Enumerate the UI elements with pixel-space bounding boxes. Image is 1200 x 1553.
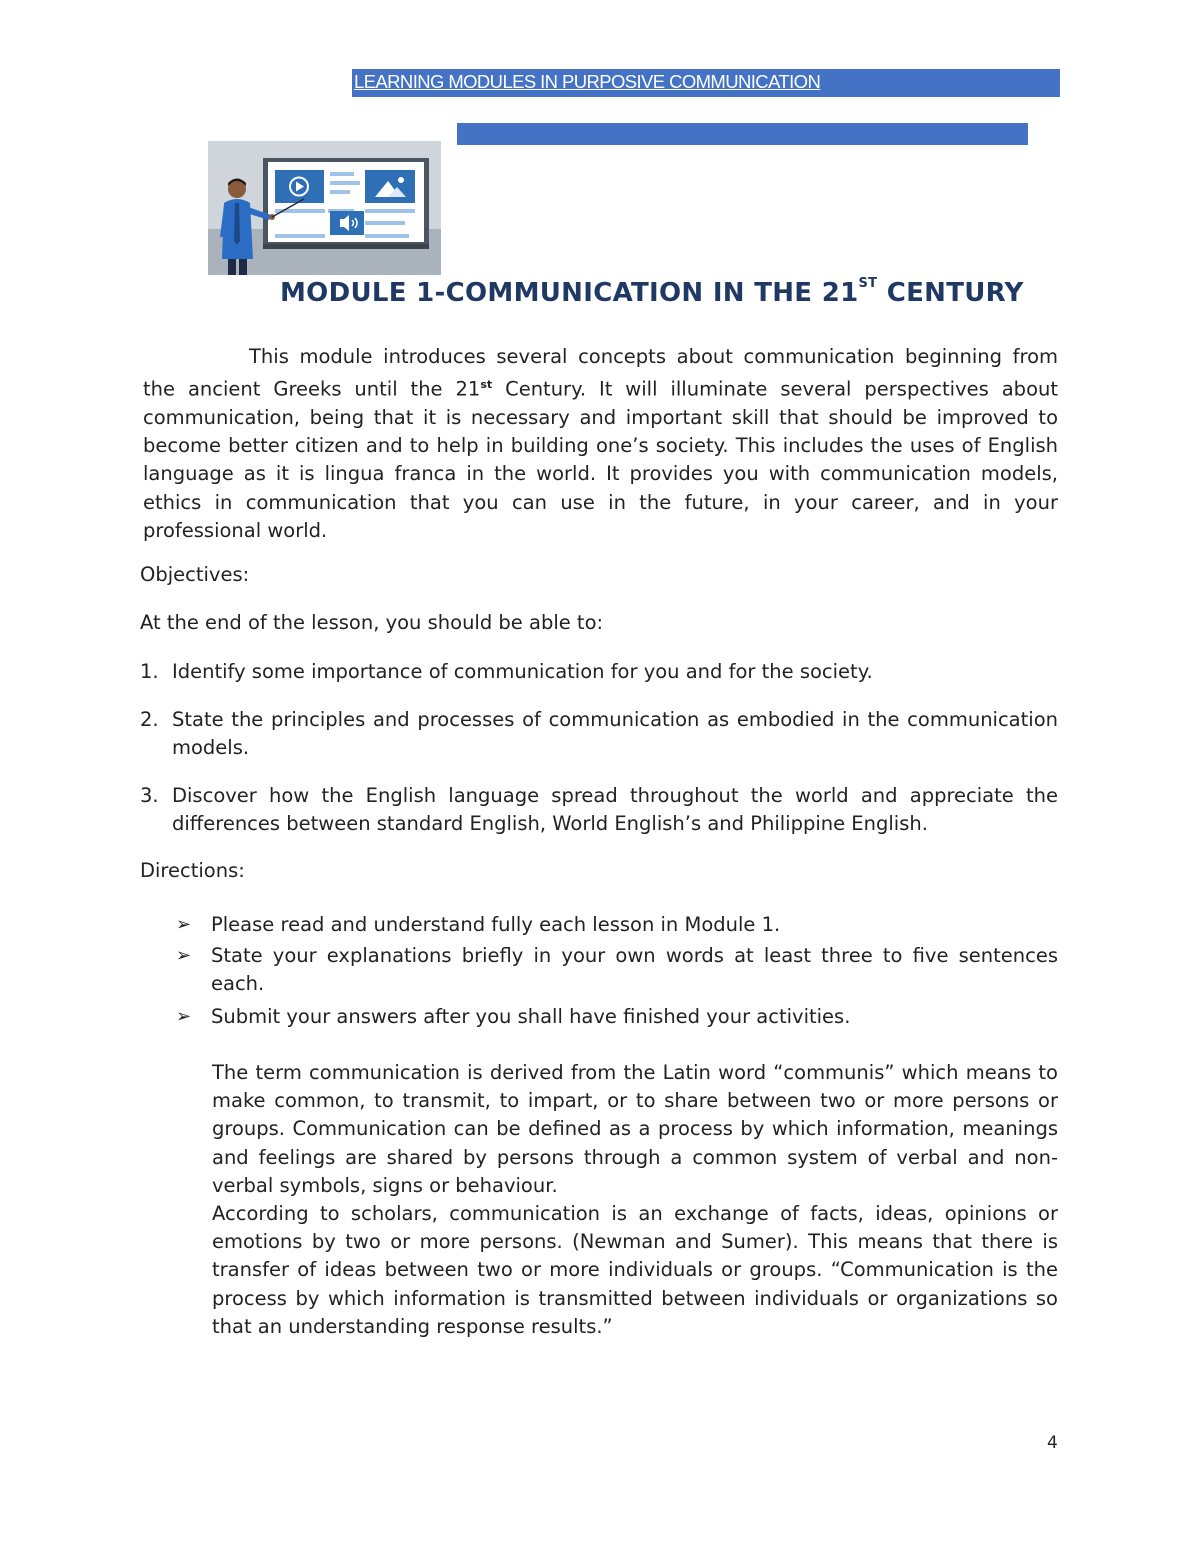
presenter-illustration bbox=[208, 141, 441, 275]
definition-paragraph: The term communication is derived from the Latin word “communis” which means to make common, to transmit, to impart, or to share between two or more persons or groups. Communication can be defined as a process by which information, meanings and feelings are shared by persons through a common system of verbal and non- verbal symbols, signs or behaviour. bbox=[212, 1061, 1058, 1197]
intro-paragraph: This module introduces several concepts about communication beginning from the ancient Greeks until the 21st Century. It will illuminate several perspectives about communication, being that it is necessary and important skill that should be improved to become better citizen and to help in building one’s society. This includes the uses of English language as it is lingua franca in the world. It provides you with communication models, ethics in communication that you can use in the future, in your career, and in your professional world. bbox=[143, 345, 1058, 542]
direction-item: ➢ State your explanations briefly in your own words at least three to five sentences each. bbox=[176, 944, 1058, 996]
decorative-blue-rule bbox=[457, 123, 1028, 145]
objective-item: 1. Identify some importance of communication for you and for the society. bbox=[140, 660, 873, 683]
direction-item: ➢ Please read and understand fully each lesson in Module 1. bbox=[176, 911, 1058, 939]
scholars-paragraph: According to scholars, communication is an exchange of facts, ideas, opinions or emotions by two or more persons. (Newman and Sumer). This means that there is transfer of ideas between two or more individuals or groups. “Communication is the process by which information is transmitted between individuals or organizations so that an understanding response results.” bbox=[212, 1202, 1058, 1338]
objective-item: 3. Discover how the English language spread throughout the world and appreciate the differences between standard English, World English’s and Philippine English. bbox=[140, 784, 1058, 836]
objectives-lead: At the end of the lesson, you should be able to: bbox=[140, 611, 604, 634]
page-number: 4 bbox=[1047, 1433, 1058, 1453]
direction-item: ➢ Submit your answers after you shall have finished your activities. bbox=[176, 1003, 1058, 1031]
objective-item: 2. State the principles and processes of communication as embodied in the communication models. bbox=[140, 708, 1058, 760]
objectives-label: Objectives: bbox=[140, 563, 250, 586]
arrow-bullet-icon: ➢ bbox=[176, 945, 192, 966]
running-header: LEARNING MODULES IN PURPOSIVE COMMUNICATION bbox=[354, 71, 821, 92]
arrow-bullet-icon: ➢ bbox=[176, 1006, 192, 1027]
module-title: MODULE 1-COMMUNICATION IN THE 21ST CENTURY bbox=[280, 276, 1024, 308]
directions-label: Directions: bbox=[140, 859, 245, 882]
arrow-bullet-icon: ➢ bbox=[176, 914, 192, 935]
